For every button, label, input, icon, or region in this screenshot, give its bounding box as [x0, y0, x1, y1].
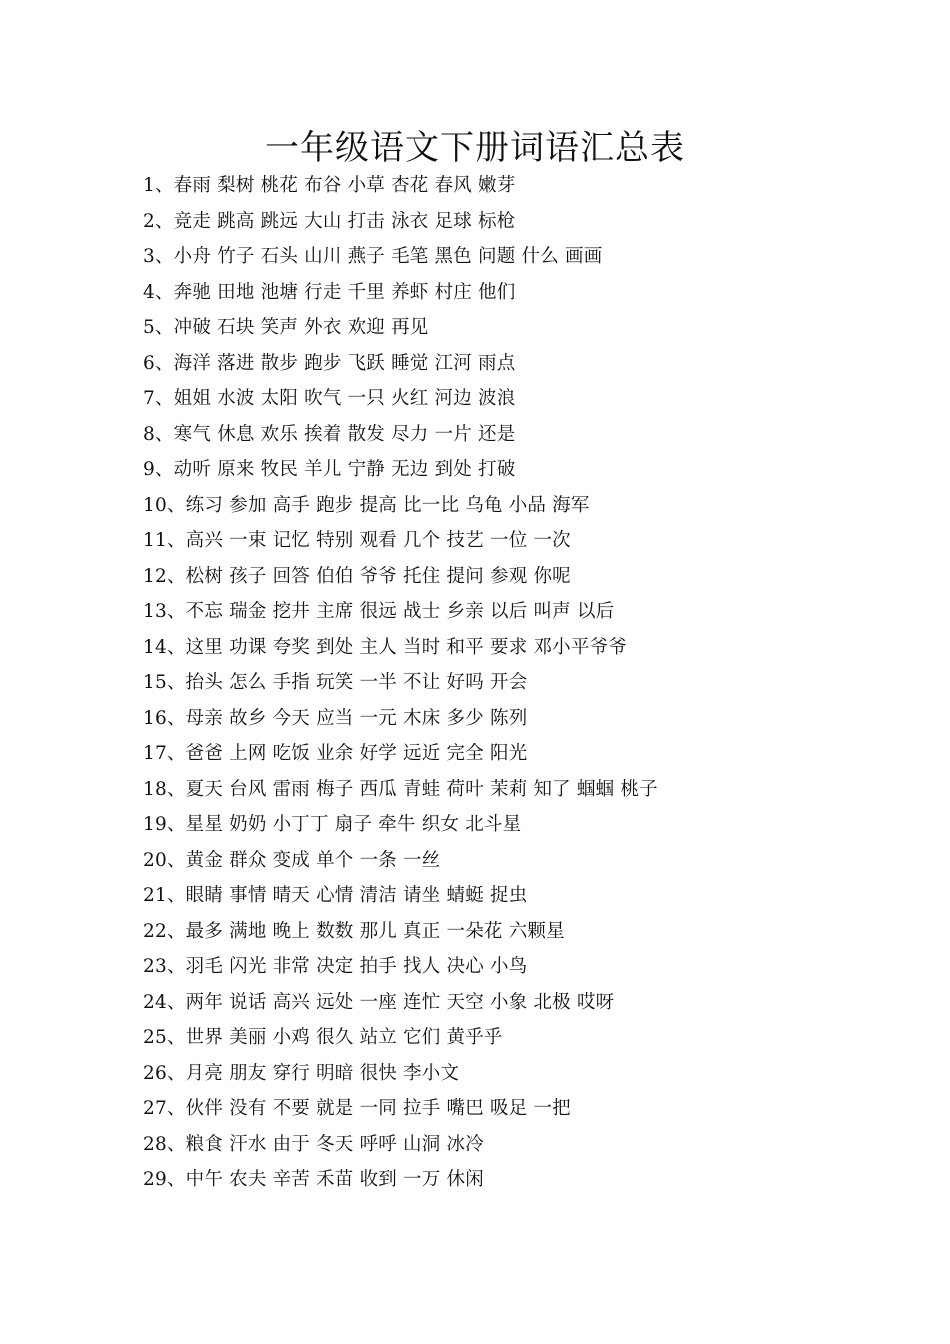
- list-item: 2、竞走 跳高 跳远 大山 打击 泳衣 足球 标枪: [143, 210, 516, 232]
- page-title: 一年级语文下册词语汇总表: [265, 128, 685, 168]
- list-item: 22、最多 满地 晚上 数数 那儿 真正 一朵花 六颗星: [143, 920, 565, 942]
- list-item: 1、春雨 梨树 桃花 布谷 小草 杏花 春风 嫩芽: [143, 175, 516, 196]
- list-item: 17、爸爸 上网 吃饭 业余 好学 远近 完全 阳光: [143, 743, 528, 764]
- list-item: 24、两年 说话 高兴 远处 一座 连忙 天空 小象 北极 哎呀: [143, 991, 615, 1013]
- list-item: 23、羽毛 闪光 非常 决定 拍手 找人 决心 小鸟: [143, 956, 528, 977]
- list-item: 5、冲破 石块 笑声 外衣 欢迎 再见: [143, 317, 429, 338]
- list-item: 29、中午 农夫 辛苦 禾苗 收到 一万 休闲: [143, 1169, 484, 1190]
- list-item: 6、海洋 落进 散步 跑步 飞跃 睡觉 江河 雨点: [143, 352, 516, 374]
- list-item: 21、眼睛 事情 晴天 心情 清洁 请坐 蜻蜓 捉虫: [143, 885, 528, 906]
- list-item: 12、松树 孩子 回答 伯伯 爷爷 托住 提问 参观 你呢: [143, 565, 571, 587]
- list-item: 4、奔驰 田地 池塘 行走 千里 养虾 村庄 他们: [143, 281, 516, 303]
- list-item: 9、动听 原来 牧民 羊儿 宁静 无边 到处 打破: [143, 459, 516, 480]
- list-item: 14、这里 功课 夸奖 到处 主人 当时 和平 要求 邓小平爷爷: [143, 636, 627, 658]
- list-item: 3、小舟 竹子 石头 山川 燕子 毛笔 黑色 问题 什么 画画: [143, 246, 603, 267]
- list-item: 25、世界 美丽 小鸡 很久 站立 它们 黄乎乎: [143, 1027, 503, 1048]
- list-item: 16、母亲 故乡 今天 应当 一元 木床 多少 陈列: [143, 707, 528, 729]
- list-item: 18、夏天 台风 雷雨 梅子 西瓜 青蛙 荷叶 茉莉 知了 蝈蝈 桃子: [143, 778, 658, 800]
- list-item: 7、姐姐 水波 太阳 吹气 一只 火红 河边 波浪: [143, 388, 516, 409]
- list-item: 13、不忘 瑞金 挖井 主席 很远 战士 乡亲 以后 叫声 以后: [143, 601, 615, 622]
- list-item: 8、寒气 休息 欢乐 挨着 散发 尽力 一片 还是: [143, 423, 516, 445]
- list-item: 19、星星 奶奶 小丁丁 扇子 牵牛 织女 北斗星: [143, 814, 522, 835]
- vocabulary-list: [143, 168, 903, 1198]
- list-item: 28、粮食 汗水 由于 冬天 呼呼 山洞 冰冷: [143, 1133, 484, 1155]
- list-item: 27、伙伴 没有 不要 就是 一同 拉手 嘴巴 吸足 一把: [143, 1098, 571, 1119]
- list-item: 11、高兴 一束 记忆 特别 观看 几个 技艺 一位 一次: [143, 530, 571, 551]
- list-item: 20、黄金 群众 变成 单个 一条 一丝: [143, 849, 441, 871]
- list-item: 10、练习 参加 高手 跑步 提高 比一比 乌龟 小品 海军: [143, 494, 590, 516]
- list-item: 26、月亮 朋友 穿行 明暗 很快 李小文: [143, 1062, 460, 1084]
- list-item: 15、抬头 怎么 手指 玩笑 一半 不让 好吗 开会: [143, 672, 528, 693]
